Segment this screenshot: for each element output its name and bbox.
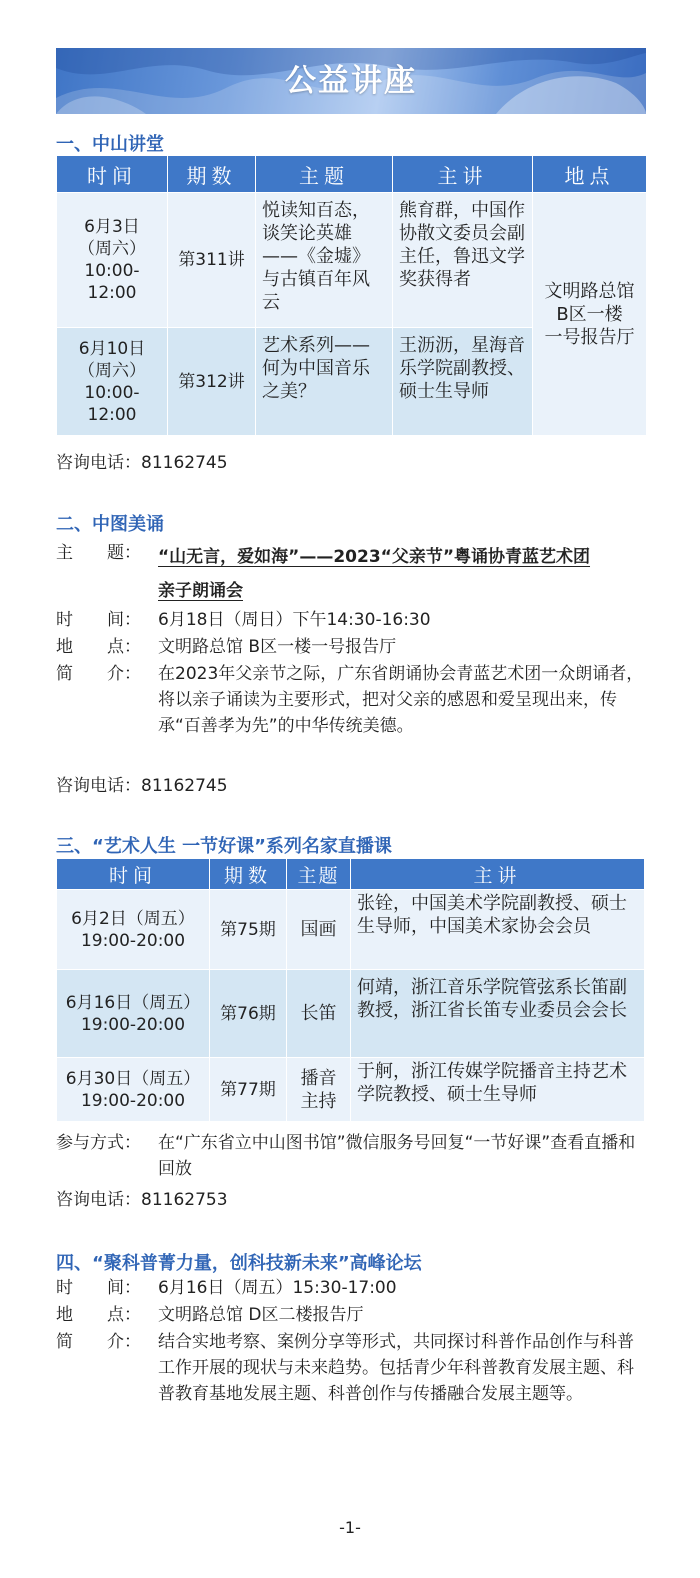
- theme-label: 主 题：: [56, 543, 141, 563]
- row-issue: 第77期: [210, 1058, 287, 1122]
- row-time-cell: [57, 970, 210, 1058]
- place-label: 地 点：: [56, 1305, 141, 1325]
- theme-line: 亲子朗诵会: [158, 581, 243, 601]
- row-time: 10:00-12:00: [84, 261, 140, 303]
- phone-label: 咨询电话：: [56, 776, 141, 796]
- section4-place: [56, 1302, 648, 1328]
- row-speaker: 于舸，浙江传媒学院播音主持艺术学院教授、硕士生导师: [351, 1058, 645, 1122]
- intro-value: 结合实地考察、案例分享等形式，共同探讨科普作品创作与科普工作开展的现状与未来趋势。包括青少年科普教育发展主题、科普教育基地发展主题、科普创作与传播融合发展主题等。: [158, 1332, 634, 1404]
- section3-title: 三、“艺术人生 一节好课”系列名家直播课: [56, 836, 392, 857]
- time-value: 6月16日（周五）15:30-17:00: [158, 1278, 397, 1298]
- section2-intro: [56, 661, 648, 739]
- place-value: 文明路总馆 D区二楼报告厅: [158, 1305, 364, 1325]
- header-issue: 期数: [168, 156, 256, 193]
- row-topic: 国画: [287, 890, 351, 970]
- section2-phone-line: [56, 775, 228, 797]
- row-date: 6月2日（周五）: [71, 908, 195, 929]
- page-number: -1-: [339, 1518, 361, 1537]
- join-label: 参与方式：: [56, 1133, 141, 1153]
- row-time: 19:00-20:00: [80, 1090, 186, 1111]
- row-speaker: 何靖，浙江音乐学院管弦系长笛副教授，浙江省长笛专业委员会会长: [351, 970, 645, 1058]
- header-topic: 主题: [256, 156, 393, 193]
- row-speaker: 王沥沥，星海音乐学院副教授、硕士生导师: [393, 328, 533, 436]
- row-time: 19:00-20:00: [80, 1014, 186, 1035]
- row-issue: 第76期: [210, 970, 287, 1058]
- section3-phone-line: [56, 1189, 228, 1211]
- table-row: [57, 1058, 645, 1122]
- theme-line: “山无言，爱如海”——2023“父亲节”粤诵协青蓝艺术团: [158, 547, 591, 567]
- location-line: 文明路总馆: [544, 280, 635, 302]
- row-issue: 第75期: [210, 890, 287, 970]
- row-weekday: （周六）: [78, 360, 146, 381]
- section3-join: [56, 1130, 648, 1182]
- row-time: 19:00-20:00: [80, 930, 186, 951]
- row-date: 6月30日（周五）: [65, 1068, 201, 1089]
- location-line: 一号报告厅: [544, 326, 635, 348]
- header-topic: 主题: [287, 859, 351, 890]
- row-time-cell: [57, 890, 210, 970]
- table-header-row: [57, 156, 647, 193]
- section1-title: 一、中山讲堂: [56, 134, 164, 155]
- section1-phone-line: [56, 452, 228, 474]
- row-date: 6月16日（周五）: [65, 992, 201, 1013]
- intro-label: 简 介：: [56, 1332, 141, 1352]
- row-topic: 长笛: [287, 970, 351, 1058]
- row-topic: 悦读知百态，谈笑论英雄——《金墟》与古镇百年风云: [256, 193, 393, 328]
- row-issue: 第312讲: [168, 328, 256, 436]
- table-header-row: [57, 859, 645, 890]
- livestream-table: [56, 858, 645, 1122]
- row-issue: 第311讲: [168, 193, 256, 328]
- row-speaker: 熊育群，中国作协散文委员会副主任，鲁迅文学奖获得者: [393, 193, 533, 328]
- header-time: 时间: [57, 859, 210, 890]
- section2-theme: [56, 540, 648, 608]
- row-time-cell: [57, 328, 168, 436]
- theme-value: [158, 540, 648, 608]
- place-value: 文明路总馆 B区一楼一号报告厅: [158, 637, 397, 657]
- row-speaker: 张铨，中国美术学院副教授、硕士生导师，中国美术家协会会员: [351, 890, 645, 970]
- section4-intro: [56, 1329, 648, 1407]
- row-time-cell: [57, 1058, 210, 1122]
- row-time-cell: [57, 193, 168, 328]
- header-speaker: 主讲: [393, 156, 533, 193]
- header-issue: 期数: [210, 859, 287, 890]
- banner-title: 公益讲座: [285, 63, 417, 99]
- row-time: 10:00-12:00: [84, 382, 140, 425]
- title-banner: [56, 48, 646, 114]
- section4-title: 四、“聚科普菁力量，创科技新未来”高峰论坛: [56, 1253, 422, 1274]
- phone-number: 81162753: [141, 1190, 228, 1210]
- time-label: 时 间：: [56, 1278, 141, 1298]
- phone-label: 咨询电话：: [56, 453, 141, 473]
- table-row: [57, 193, 647, 328]
- intro-value: 在2023年父亲节之际，广东省朗诵协会青蓝艺术团一众朗诵者，将以亲子诵读为主要形式，把对父亲的感恩和爱呈现出来，传承“百善孝为先”的中华传统美德。: [158, 664, 644, 736]
- header-speaker: 主讲: [351, 859, 645, 890]
- location-cell: [533, 193, 647, 436]
- table-row: [57, 970, 645, 1058]
- location-line: B区一楼: [556, 303, 623, 325]
- intro-label: 简 介：: [56, 664, 141, 684]
- row-date: 6月3日: [84, 217, 140, 237]
- row-date: 6月10日: [78, 338, 146, 359]
- time-value: 6月18日（周日）下午14:30-16:30: [158, 610, 431, 630]
- phone-number: 81162745: [141, 453, 228, 473]
- lecture-table: [56, 155, 647, 436]
- header-location: 地点: [533, 156, 647, 193]
- section2-time: [56, 607, 648, 633]
- phone-number: 81162745: [141, 776, 228, 796]
- header-time: 时间: [57, 156, 168, 193]
- row-topic: 艺术系列——何为中国音乐之美？: [256, 328, 393, 436]
- row-weekday: （周六）: [78, 239, 146, 259]
- section2-title: 二、中图美诵: [56, 514, 164, 535]
- join-value: 在“广东省立中山图书馆”微信服务号回复“一节好课”查看直播和回放: [158, 1133, 636, 1179]
- time-label: 时 间：: [56, 610, 141, 630]
- phone-label: 咨询电话：: [56, 1190, 141, 1210]
- section2-place: [56, 634, 648, 660]
- row-topic: 播音主持: [287, 1058, 351, 1122]
- place-label: 地 点：: [56, 637, 141, 657]
- section4-time: [56, 1275, 648, 1301]
- table-row: [57, 890, 645, 970]
